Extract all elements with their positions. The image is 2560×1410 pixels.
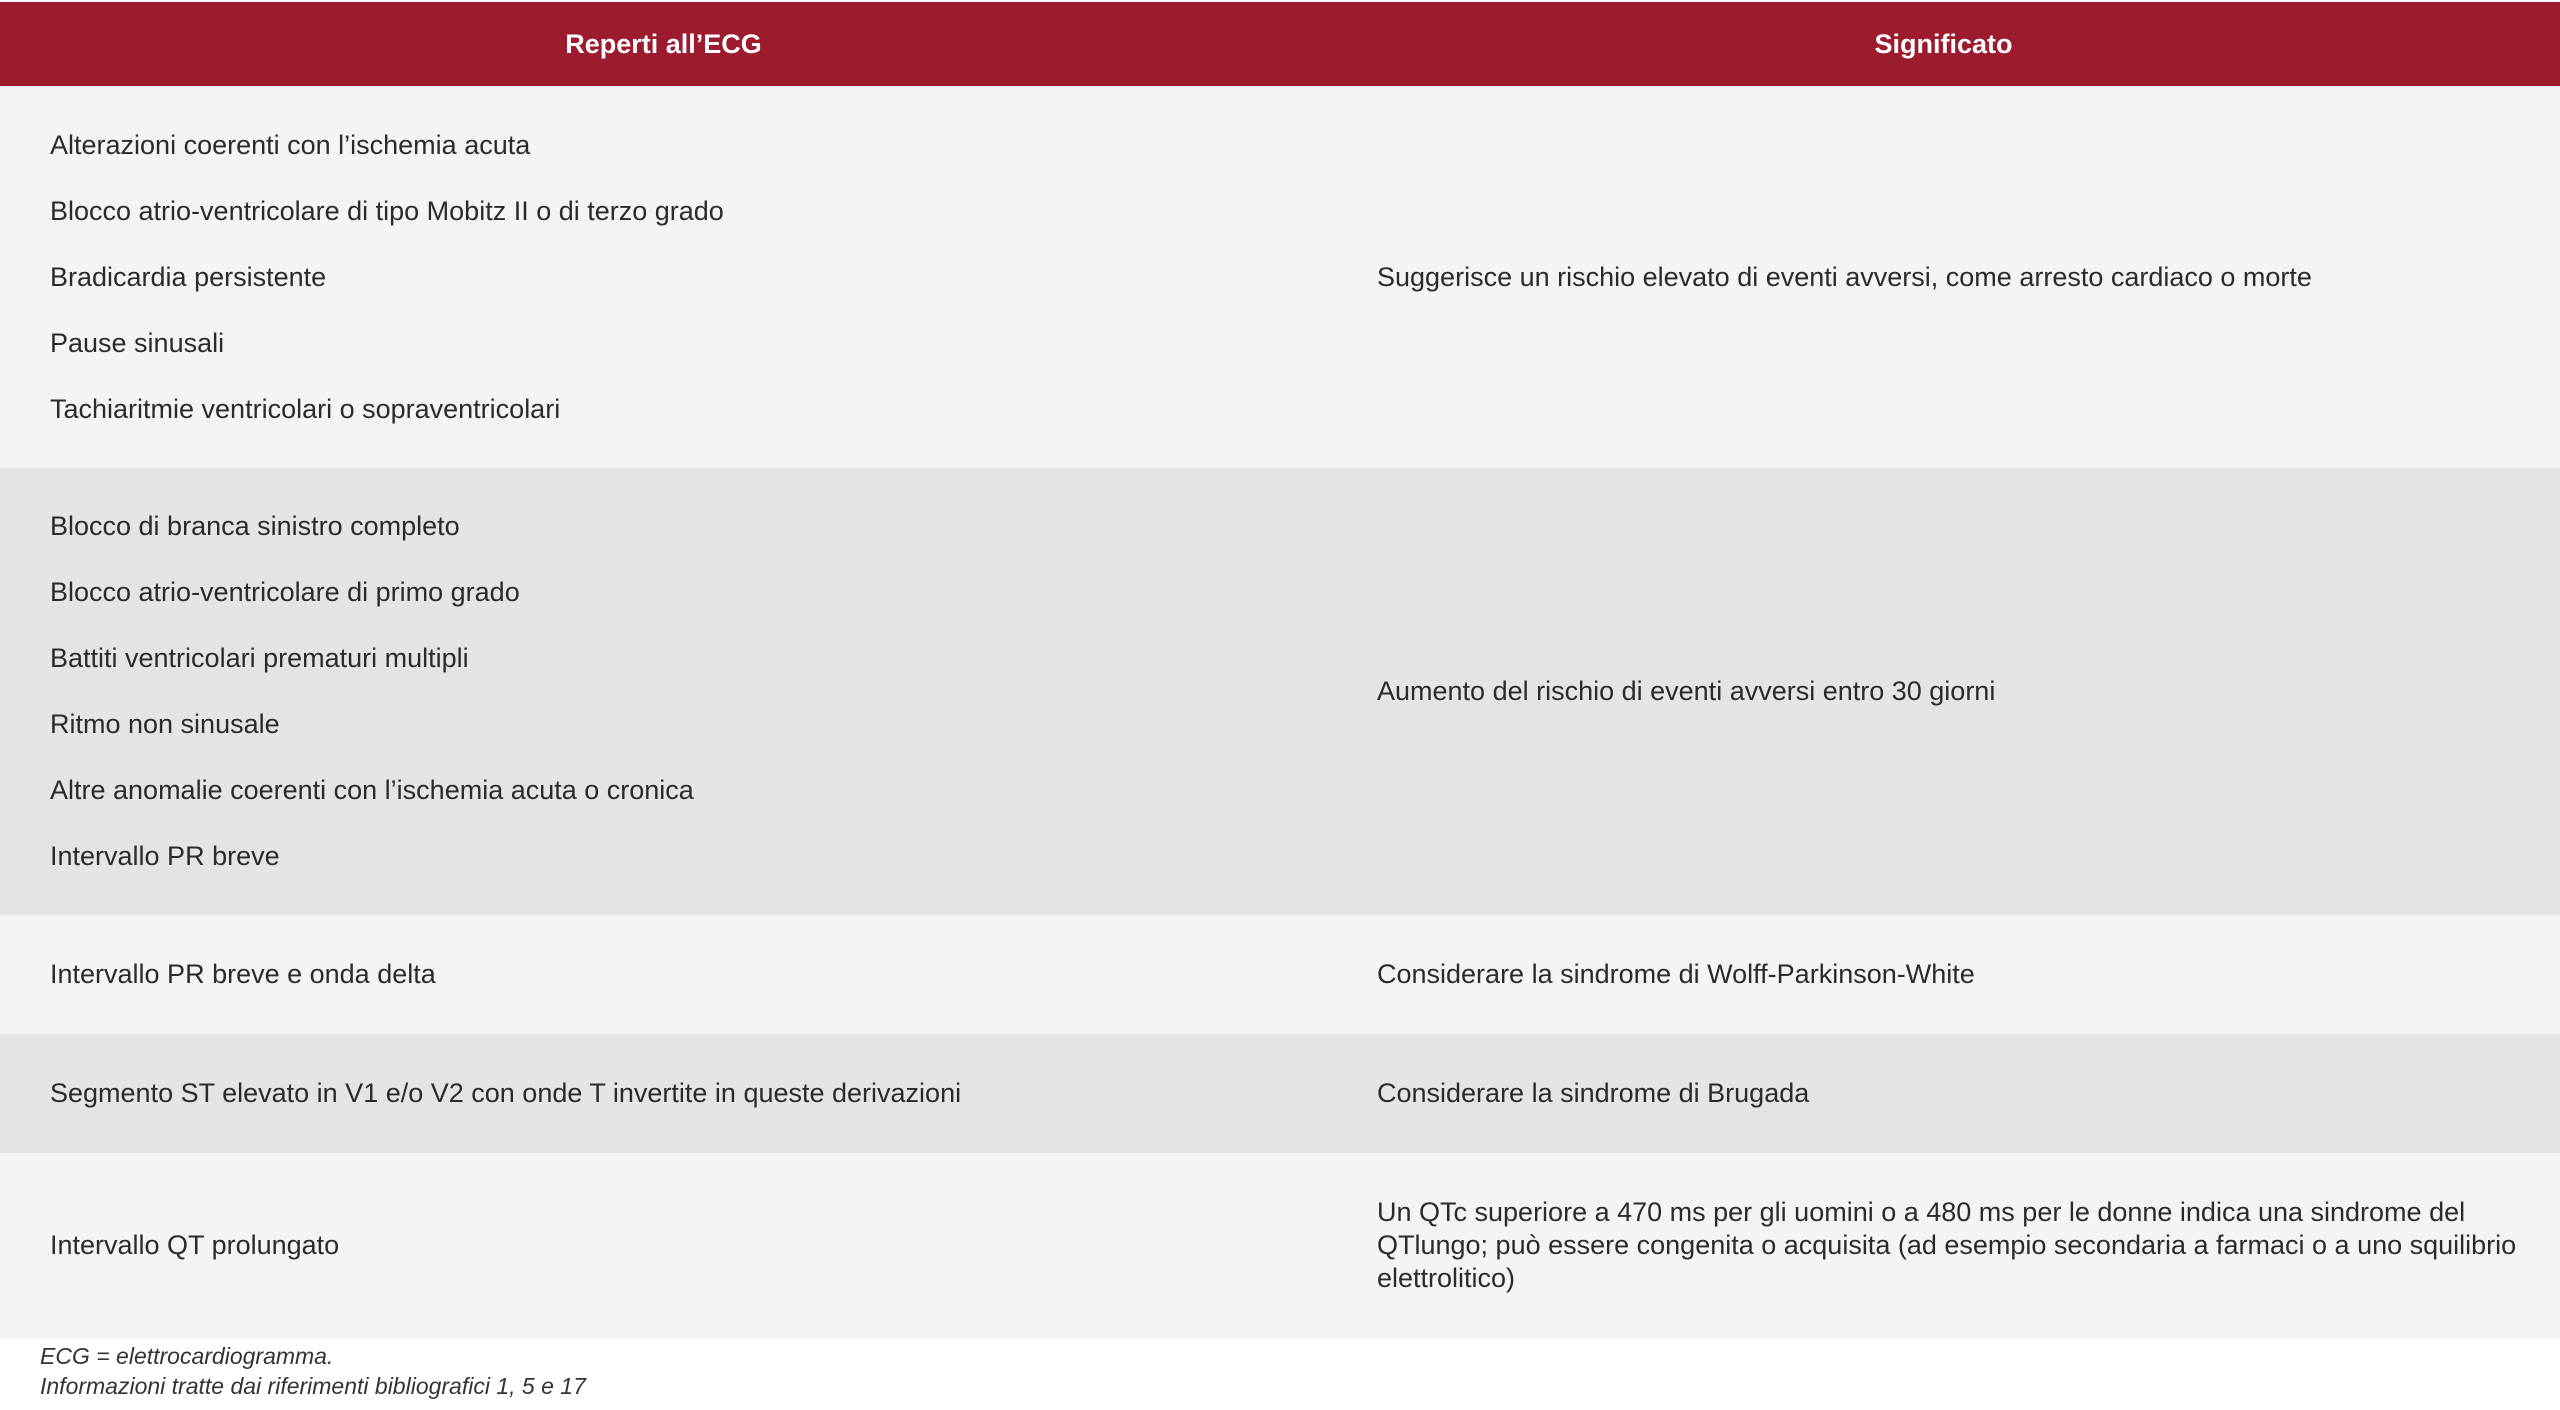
finding-item: Battiti ventricolari prematuri multipli: [50, 643, 469, 673]
finding-item: Blocco atrio-ventricolare di primo grado: [50, 577, 520, 607]
findings-cell: [0, 86, 1327, 468]
finding-item: Blocco di branca sinistro completo: [50, 511, 460, 541]
meaning-cell: [1327, 915, 2560, 1034]
table-row: [0, 468, 2560, 915]
finding-item: Tachiaritmie ventricolari o sopraventricolari: [50, 393, 561, 424]
finding-item: Blocco atrio-ventricolare di tipo Mobitz II o di terzo grado: [50, 195, 724, 226]
ecg-findings-table: [0, 2, 2560, 1338]
table-row: [0, 86, 2560, 468]
finding-item: Intervallo PR breve: [50, 841, 280, 871]
footnotes: [40, 1341, 586, 1401]
finding-item: Pause sinusali: [50, 327, 225, 358]
meaning-cell: [1327, 1034, 2560, 1153]
findings-cell: [0, 468, 1327, 915]
finding-item: Alterazioni coerenti con l’ischemia acuta: [50, 129, 531, 160]
findings-cell: [0, 1034, 1327, 1153]
meaning-text: Considerare la sindrome di Wolff-Parkinson-White: [1377, 959, 1975, 989]
table-header: [0, 2, 2560, 86]
meaning-text: Aumento del rischio di eventi avversi entro 30 giorni: [1377, 676, 1996, 706]
meaning-text: Un QTc superiore a 470 ms per gli uomini o a 480 ms per le donne indica una sindrome del QTlungo; può essere congenita o acquisita (ad esempio secondaria a farmaci o a uno squilibrio elettrolitico): [1377, 1197, 2517, 1293]
table-row: [0, 1153, 2560, 1338]
table-row: [0, 915, 2560, 1034]
header-meaning: Significato: [1874, 28, 2013, 59]
finding-item: Segmento ST elevato in V1 e/o V2 con onde T invertite in queste derivazioni: [50, 1078, 962, 1108]
table-row: [0, 1034, 2560, 1153]
meaning-cell: [1327, 1153, 2560, 1338]
finding-item: Intervallo QT prolungato: [50, 1230, 340, 1260]
header-findings: Reperti all’ECG: [565, 28, 762, 59]
abbreviation-note: ECG = elettrocardiogramma.: [40, 1343, 334, 1369]
finding-item: Bradicardia persistente: [50, 261, 327, 292]
meaning-cell: [1327, 86, 2560, 468]
finding-item: Intervallo PR breve e onda delta: [50, 959, 436, 989]
meaning-text: Suggerisce un rischio elevato di eventi avversi, come arresto cardiaco o morte: [1377, 261, 2312, 292]
meaning-text: Considerare la sindrome di Brugada: [1377, 1078, 1810, 1108]
findings-cell: [0, 1153, 1327, 1338]
findings-cell: [0, 915, 1327, 1034]
meaning-cell: [1327, 468, 2560, 915]
finding-item: Altre anomalie coerenti con l’ischemia acuta o cronica: [50, 775, 694, 805]
source-note: Informazioni tratte dai riferimenti bibliografici 1, 5 e 17: [40, 1373, 586, 1399]
finding-item: Ritmo non sinusale: [50, 709, 280, 739]
